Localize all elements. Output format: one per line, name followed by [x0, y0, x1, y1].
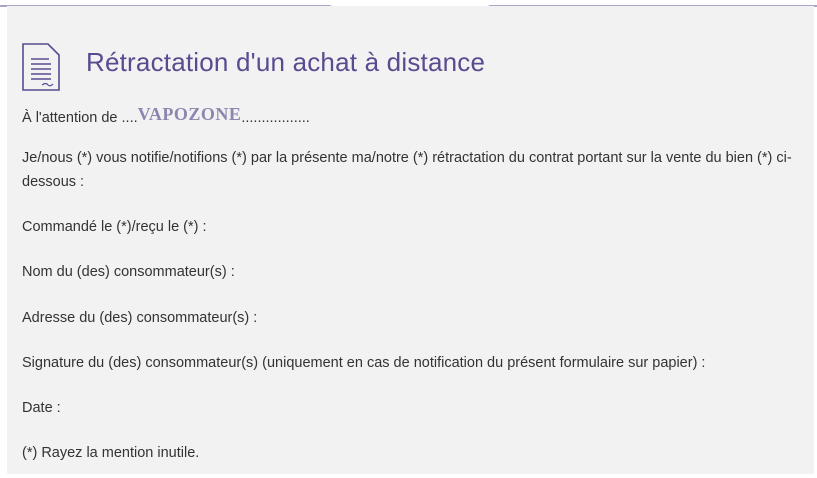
consumer-name-label: Nom du (des) consommateur(s) : — [22, 264, 235, 280]
attention-line — [22, 104, 802, 130]
form-header — [22, 44, 485, 94]
ordered-received-label: Commandé le (*)/reçu le (*) : — [22, 219, 207, 235]
notification-text: Je/nous (*) vous notifie/notifions (*) par la présente ma/notre (*) rétractation du contrat portant sur la vente du bien (*) ci-dessous : — [22, 150, 792, 190]
footnote: (*) Rayez la mention inutile. — [22, 445, 200, 461]
vendor-name: VAPOZONE — [137, 104, 242, 124]
signature-label: Signature du (des) consommateur(s) (uniquement en cas de notification du présent formulaire sur papier) : — [22, 355, 706, 371]
consumer-address-label: Adresse du (des) consommateur(s) : — [22, 310, 258, 326]
dots-before: .... — [121, 110, 138, 126]
document-icon — [22, 43, 86, 96]
form-title: Rétractation d'un achat à distance — [86, 46, 486, 77]
date-label: Date : — [22, 400, 61, 416]
dots-after: ................. — [241, 110, 310, 126]
attention-label: À l'attention de — [22, 110, 122, 126]
